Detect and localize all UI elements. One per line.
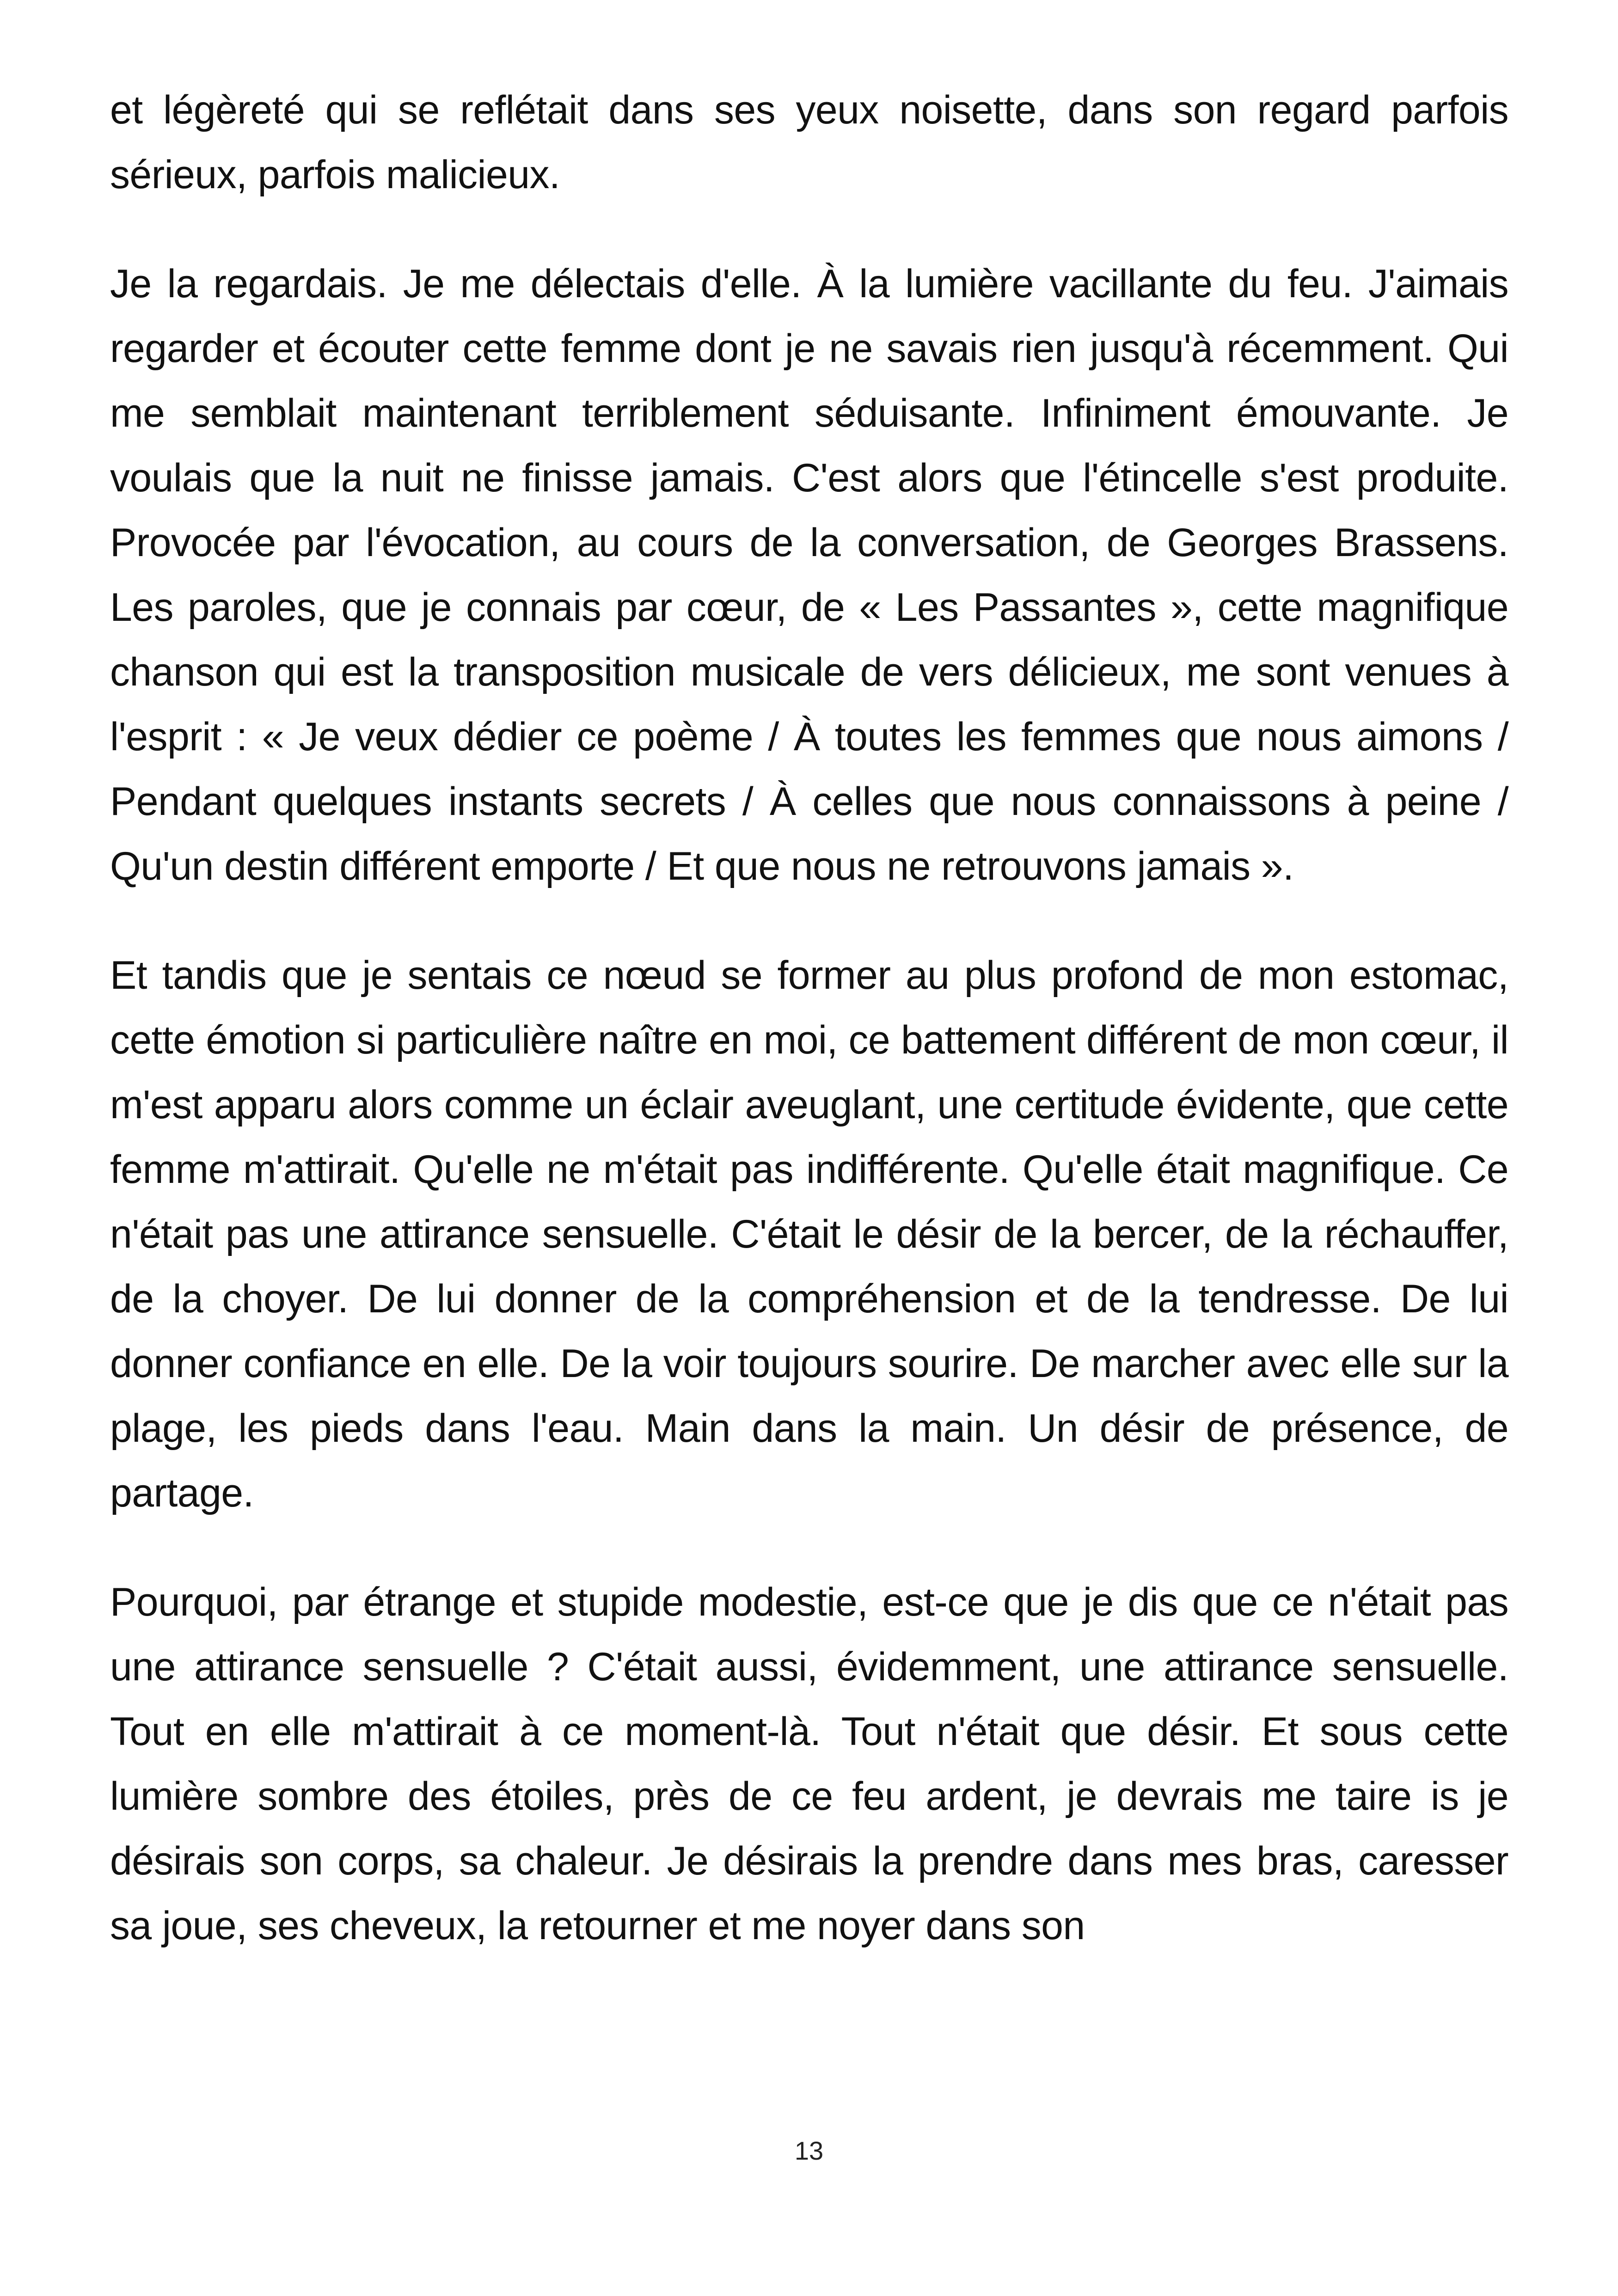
page-number: 13 — [794, 2136, 824, 2165]
paragraph-1: et légèreté qui se reflétait dans ses yeux noisette, dans son regard parfois sérieux, parfois malicieux. — [110, 88, 1508, 197]
paragraph-3: Et tandis que je sentais ce nœud se former au plus profond de mon estomac, cette émotion si particulière naître en moi, ce battement différent de mon cœur, il m'est apparu alors comme un éclair aveuglant, une certitude évidente, que cette femme m'attirait. Qu'elle ne m'était pas indifférente. Qu'elle était magnifique. Ce n'était pas une attirance sensuelle. C'était le désir de la bercer, de la réchauffer, de la choyer. De lui donner de la compréhension et de la tendresse. De lui donner confiance en elle. De la voir toujours sourire. De marcher avec elle sur la plage, les pieds dans l'eau. Main dans la main. Un désir de présence, de partage. — [110, 953, 1508, 1515]
paragraph-2: Je la regardais. Je me délectais d'elle. À la lumière vacillante du feu. J'aimais regarder et écouter cette femme dont je ne savais rien jusqu'à récemment. Qui me semblait maintenant terriblement séduisante. Infiniment émouvante. Je voulais que la nuit ne finisse jamais. C'est alors que l'étincelle s'est produite. Provocée par l'évocation, au cours de la conversation, de Georges Brassens. Les paroles, que je connais par cœur, de « Les Passantes », cette magnifique chanson qui est la transposition musicale de vers délicieux, me sont venues à l'esprit : « Je veux dédier ce poème / À toutes les femmes que nous aimons / Pendant quelques instants secrets / À celles que nous connaissons à peine / Qu'un destin différent emporte / Et que nous ne retrouvons jamais ». — [110, 262, 1508, 888]
paragraph-4: Pourquoi, par étrange et stupide modestie, est-ce que je dis que ce n'était pas une attirance sensuelle ? C'était aussi, évidemment, une attirance sensuelle. Tout en elle m'attirait à ce moment-là. Tout n'était que désir. Et sous cette lumière sombre des étoiles, près de ce feu ardent, je devrais me taire is je désirais son corps, sa chaleur. Je désirais la prendre dans mes bras, caresser sa joue, ses cheveux, la retourner et me noyer dans son — [110, 1580, 1508, 1948]
body-text — [110, 78, 1508, 2002]
